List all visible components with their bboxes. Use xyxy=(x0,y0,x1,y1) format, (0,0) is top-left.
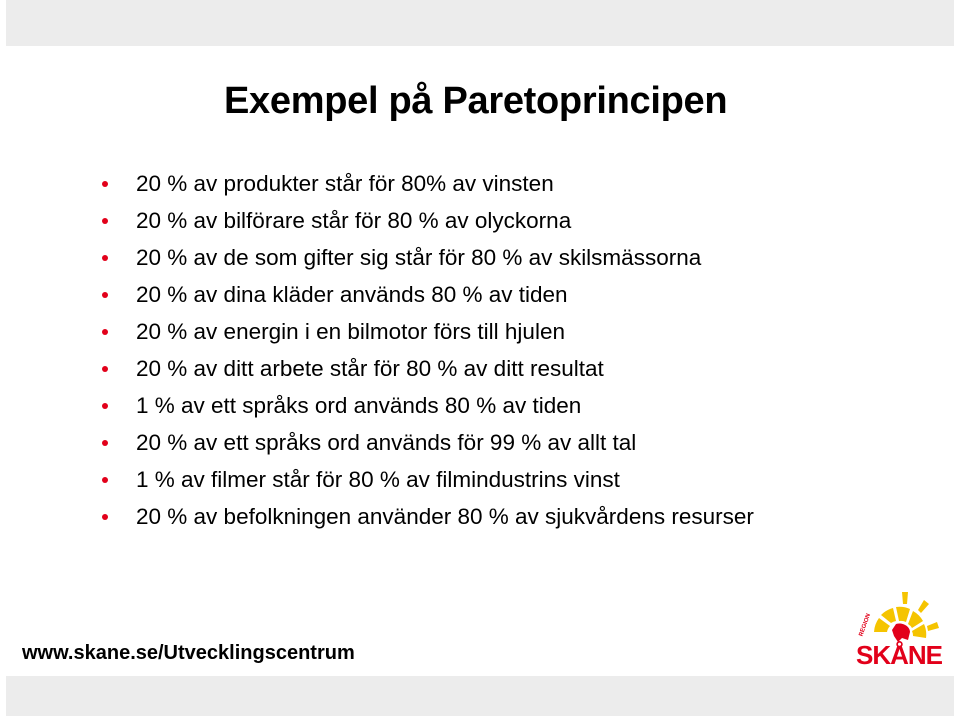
bullet-dot-icon xyxy=(102,292,108,298)
bullet-text: 20 % av ett språks ord används för 99 % av allt tal xyxy=(136,430,637,455)
footer-url: www.skane.se/Utvecklingscentrum xyxy=(22,642,355,664)
bullet-text: 20 % av de som gifter sig står för 80 % av skilsmässorna xyxy=(136,245,702,270)
bullet-text: 20 % av bilförare står för 80 % av olyckorna xyxy=(136,208,572,233)
bullet-text: 20 % av energin i en bilmotor förs till hjulen xyxy=(136,319,565,344)
bullet-item xyxy=(100,170,820,197)
bullet-list xyxy=(100,170,820,540)
bullet-text: 1 % av filmer står för 80 % av filmindustrins vinst xyxy=(136,467,620,492)
bullet-dot-icon xyxy=(102,329,108,335)
top-band xyxy=(6,0,954,46)
bullet-dot-icon xyxy=(102,514,108,520)
logo-region-text: REGION xyxy=(858,612,873,638)
slide-title: Exempel på Paretoprincipen xyxy=(224,80,728,122)
bullet-text: 20 % av ditt arbete står för 80 % av ditt resultat xyxy=(136,356,604,381)
bullet-dot-icon xyxy=(102,366,108,372)
bullet-text: 20 % av befolkningen använder 80 % av sjukvårdens resurser xyxy=(136,504,754,529)
bullet-item xyxy=(100,318,820,345)
bullet-text: 20 % av produkter står för 80% av vinsten xyxy=(136,171,554,196)
bullet-item xyxy=(100,281,820,308)
bullet-item xyxy=(100,207,820,234)
bullet-dot-icon xyxy=(102,477,108,483)
bullet-text: 20 % av dina kläder används 80 % av tiden xyxy=(136,282,568,307)
bottom-band xyxy=(6,676,954,716)
bullet-dot-icon xyxy=(102,181,108,187)
bullet-item xyxy=(100,244,820,271)
bullet-dot-icon xyxy=(102,440,108,446)
bullet-dot-icon xyxy=(102,403,108,409)
bullet-dot-icon xyxy=(102,255,108,261)
logo-name: SKÅNE xyxy=(856,640,943,670)
bullet-item xyxy=(100,429,820,456)
bullet-item xyxy=(100,355,820,382)
bullet-item xyxy=(100,466,820,493)
bullet-item xyxy=(100,503,820,530)
bullet-item xyxy=(100,392,820,419)
bullet-text: 1 % av ett språks ord används 80 % av tiden xyxy=(136,393,582,418)
bullet-dot-icon xyxy=(102,218,108,224)
